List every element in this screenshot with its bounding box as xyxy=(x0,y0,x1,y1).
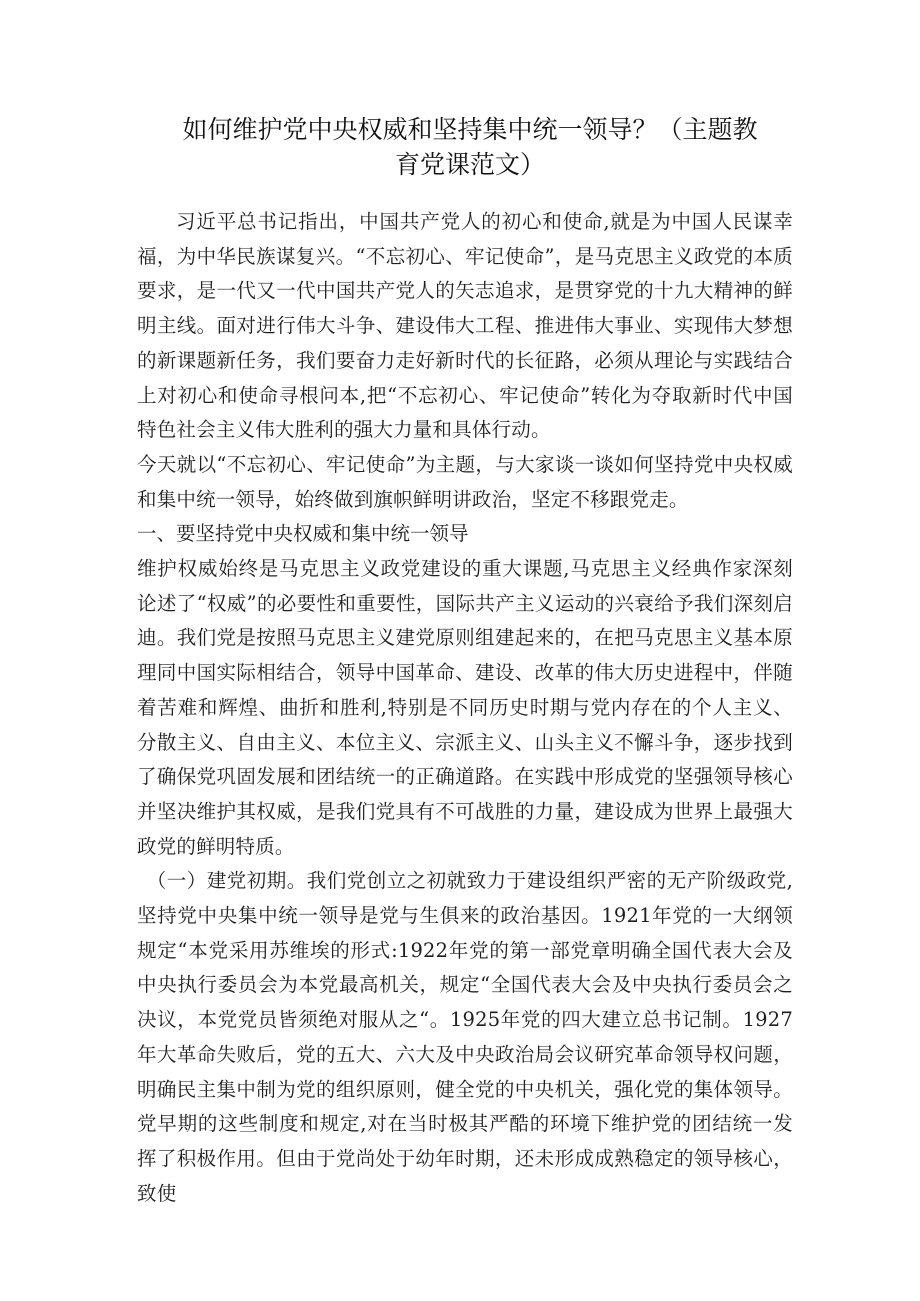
section-paragraph-early-period: （一）建党初期。我们党创立之初就致力于建设组织严密的无产阶级政党,坚持党中央集中统一领导是党与生俱来的政治基因。1921年党的一大纲领规定“本党采用苏维埃的形式:1922年党的第一部党章明确全国代表大会及中央执行委员会为本党最高机关，规定“全国代表大会及中央执行委员会之决议，本党党员皆须绝对服从之“。1925年党的四大建立总书记制。1927年大革命失败后，党的五大、六大及中央政治局会议研究革命领导权问题，明确民主集中制为党的组织原则，健全党的中央机关，强化党的集体领导。党早期的这些制度和规定,对在当时极其严酷的环境下维护党的团结统一发挥了积极作用。但由于党尚处于幼年时期，还未形成成熟稳定的领导核心，致使 xyxy=(137,869,793,1205)
section-paragraph-authority: 维护权威始终是马克思主义政党建设的重大课题,马克思主义经典作家深刻论述了“权威”的必要性和重要性，国际共产主义运动的兴衰给予我们深刻启迪。我们党是按照马克思主义建党原则组建起来的，在把马克思主义基本原理同中国实际相结合，领导中国革命、建设、改革的伟大历史进程中，伴随着苦难和辉煌、曲折和胜利,特别是不同历史时期与党内存在的个人主义、分散主义、自由主义、本位主义、宗派主义、山头主义不懈斗争，逐步找到了确保党巩固发展和团结统一的正确道路。在实践中形成党的坚强领导核心并坚决维护其权威，是我们党具有不可战胜的力量，建设成为世界上最强大政党的鲜明特质。 xyxy=(137,557,793,858)
document-title-line-2: 育党课范文） xyxy=(394,150,545,179)
theme-paragraph: 今天就以“不忘初心、牢记使命”为主题，与大家谈一谈如何坚持党中央权威和集中统一领导，始终做到旗帜鲜明讲政治，坚定不移跟党走。 xyxy=(137,452,793,511)
document-body xyxy=(137,205,793,1211)
section-heading: 一、要坚持党中央权威和集中统一领导 xyxy=(137,522,469,546)
intro-paragraph: 习近平总书记指出，中国共产党人的初心和使命,就是为中国人民谋幸福，为中华民族谋复兴。“不忘初心、牢记使命”，是马克思主义政党的本质要求，是一代又一代中国共产党人的矢志追求，是贯穿党的十九大精神的鲜明主线。面对进行伟大斗争、建设伟大工程、推进伟大事业、实现伟大梦想的新课题新任务，我们要奋力走好新时代的长征路，必须从理论与实践结合上对初心和使命寻根问本,把“不忘初心、牢记使命”转化为夺取新时代中国特色社会主义伟大胜利的强大力量和具体行动。 xyxy=(137,210,793,442)
document-title-line-1: 如何维护党中央权威和坚持集中统一领导？（主题教 xyxy=(182,115,758,144)
